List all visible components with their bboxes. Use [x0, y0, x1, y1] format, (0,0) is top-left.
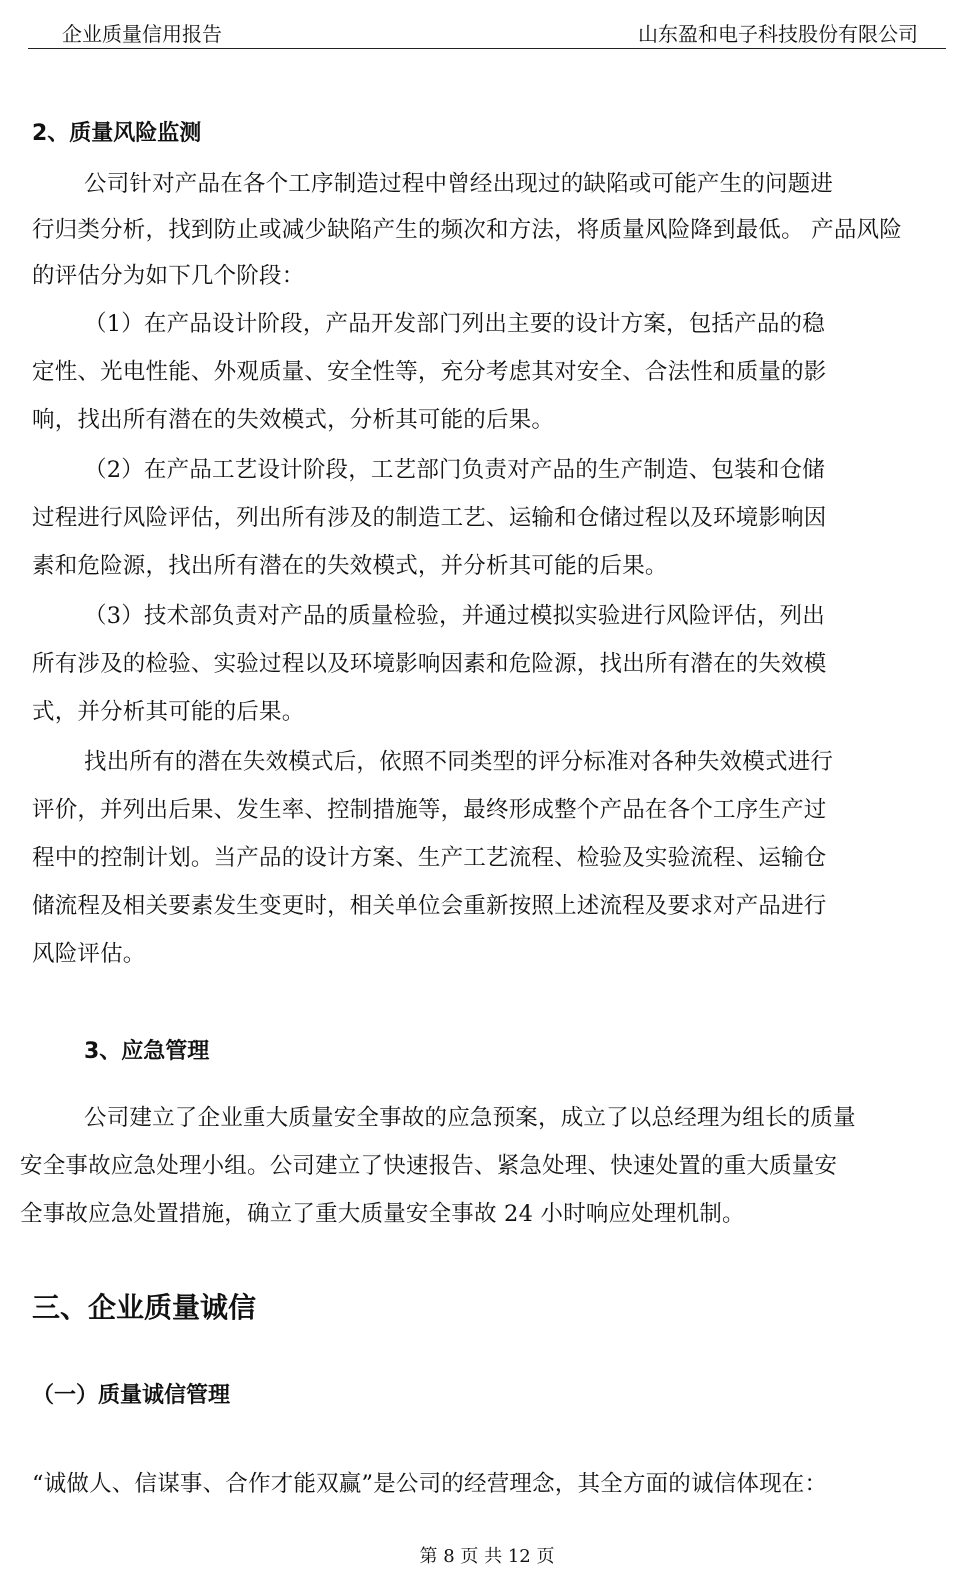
text-line: 式，并分析其可能的后果。 [32, 699, 305, 725]
sub-heading-integrity-management: （一）质量诚信管理 [32, 1383, 231, 1408]
text-line: （3）技术部负责对产品的质量检验，并通过模拟实验进行风险评估，列出 [84, 603, 825, 629]
header-report-title: 企业质量信用报告 [62, 22, 222, 46]
text-line: 的评估分为如下几个阶段： [32, 263, 305, 289]
text-line: 定性、光电性能、外观质量、安全性等，充分考虑其对安全、合法性和质量的影 [32, 359, 827, 385]
text-line: 公司针对产品在各个工序制造过程中曾经出现过的缺陷或可能产生的问题进 [84, 171, 834, 197]
text-line: 评价，并列出后果、发生率、控制措施等，最终形成整个产品在各个工序生产过 [32, 797, 827, 823]
section-heading-emergency: 3、应急管理 [84, 1039, 210, 1064]
text-line: 安全事故应急处理小组。公司建立了快速报告、紧急处理、快速处置的重大质量安 [20, 1153, 838, 1179]
page-number: 第 8 页 共 12 页 [419, 1546, 555, 1567]
section-heading-risk-monitoring: 2、质量风险监测 [32, 121, 202, 146]
text-line: （2）在产品工艺设计阶段，工艺部门负责对产品的生产制造、包装和仓储 [84, 457, 825, 483]
text-line: （1）在产品设计阶段，产品开发部门列出主要的设计方案，包括产品的稳 [84, 311, 825, 337]
text-line: 过程进行风险评估，列出所有涉及的制造工艺、运输和仓储过程以及环境影响因 [32, 505, 827, 531]
text-line: 行归类分析，找到防止或减少缺陷产生的频次和方法，将质量风险降到最低。 产品风险 [32, 217, 902, 243]
text-line: 公司建立了企业重大质量安全事故的应急预案，成立了以总经理为组长的质量 [84, 1105, 856, 1131]
header-divider [28, 48, 946, 49]
chapter-heading-integrity: 三、企业质量诚信 [32, 1291, 257, 1324]
text-line: “诚做人、信谋事、合作才能双赢”是公司的经营理念，其全方面的诚信体现在： [32, 1471, 828, 1497]
text-line: 程中的控制计划。当产品的设计方案、生产工艺流程、检验及实验流程、运输仓 [32, 845, 827, 871]
text-line: 素和危险源，找出所有潜在的失效模式，并分析其可能的后果。 [32, 553, 668, 579]
text-line: 全事故应急处置措施，确立了重大质量安全事故 24 小时响应处理机制。 [20, 1201, 745, 1227]
text-line: 响，找出所有潜在的失效模式，分析其可能的后果。 [32, 407, 555, 433]
text-line: 风险评估。 [32, 941, 146, 967]
text-line: 储流程及相关要素发生变更时，相关单位会重新按照上述流程及要求对产品进行 [32, 893, 827, 919]
text-line: 所有涉及的检验、实验过程以及环境影响因素和危险源，找出所有潜在的失效模 [32, 651, 827, 677]
header-company-name: 山东盈和电子科技股份有限公司 [638, 22, 918, 46]
text-line: 找出所有的潜在失效模式后，依照不同类型的评分标准对各种失效模式进行 [84, 749, 834, 775]
